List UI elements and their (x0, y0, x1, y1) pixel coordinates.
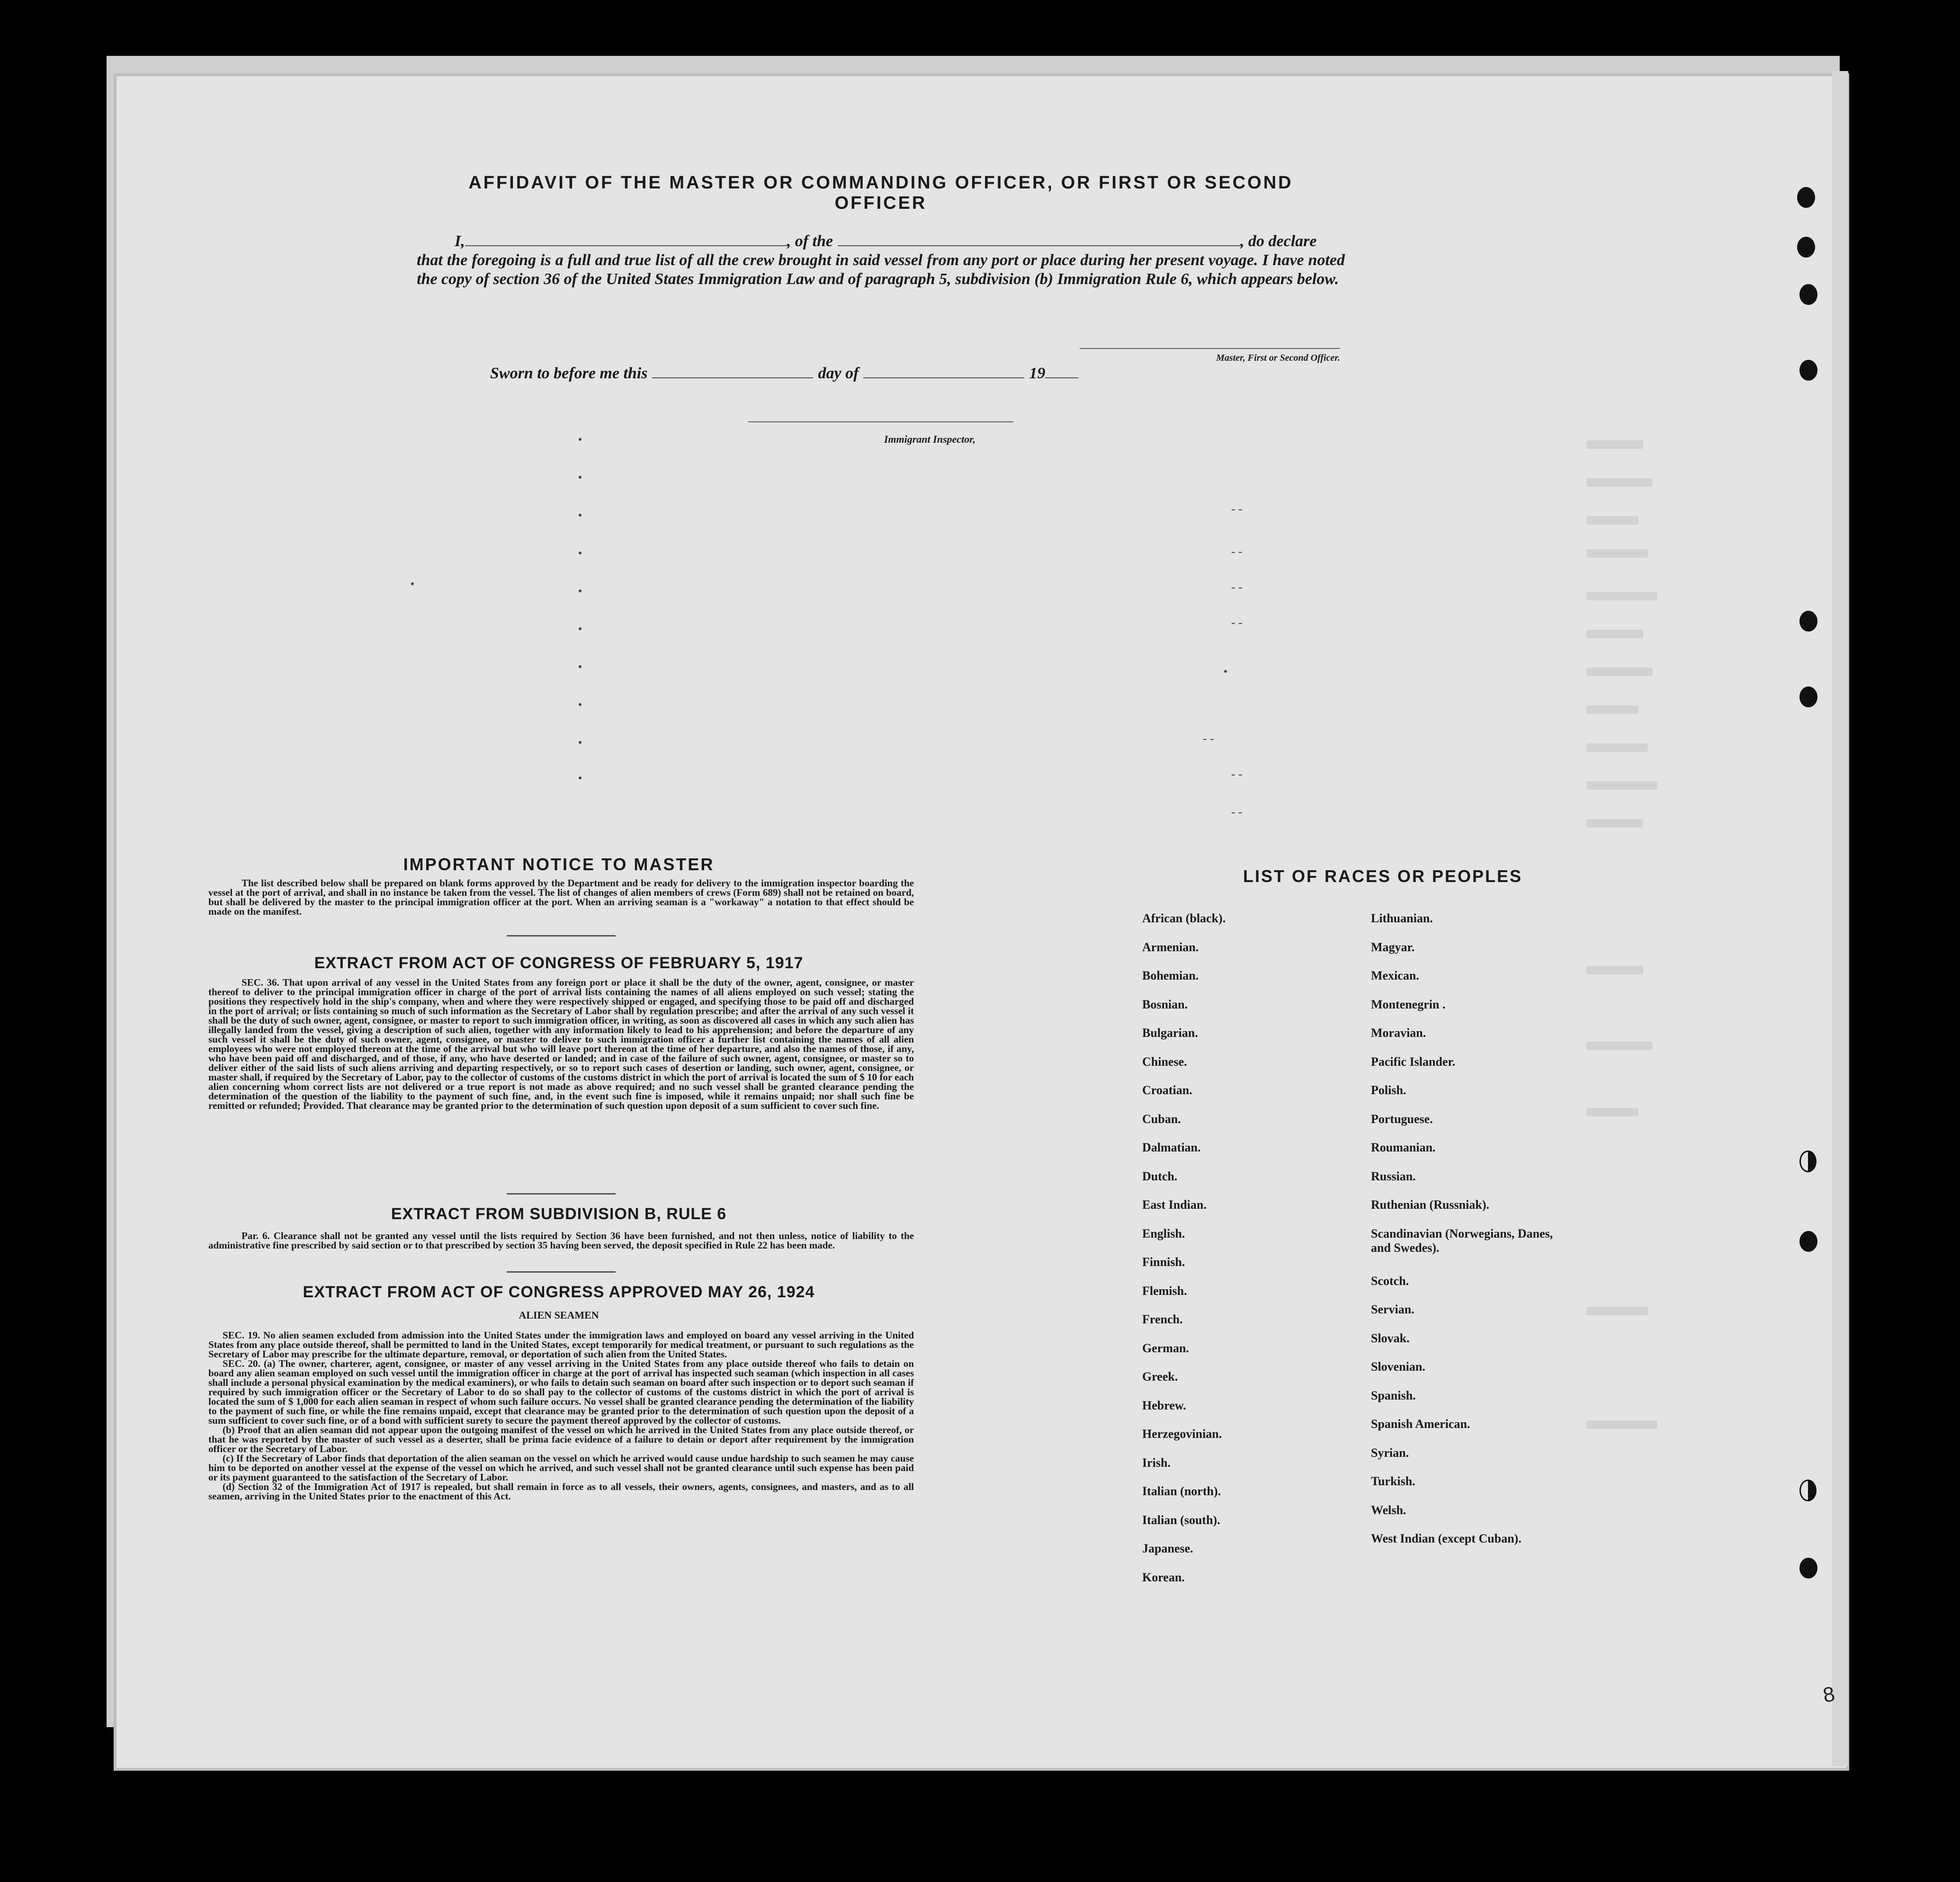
race-item: Bosnian. (1142, 997, 1188, 1011)
bleed-through (1586, 516, 1638, 525)
race-item: Croatian. (1142, 1083, 1192, 1097)
grid-mark: - - (1231, 767, 1243, 781)
affidavit-statement (417, 232, 1345, 289)
section-19-paragraph: SEC. 19. No alien seamen excluded from admission into the United States under the immigration laws and employed on board any vessel arriving in the United States from any place outside thereof, shall be permitted to land in the United States, except temporarily for medical treatment, or pursuant to such regulations as the Secretary of Labor may prescribe for the ultimate departure, removal, or deportation of such alien from the United States. (208, 1329, 914, 1360)
race-item: Russian. (1371, 1169, 1416, 1183)
divider (507, 1193, 616, 1195)
grid-mark (411, 582, 414, 585)
race-item: English. (1142, 1226, 1185, 1240)
master-signature-line[interactable] (1080, 348, 1340, 349)
page-number: 8 (1821, 1682, 1837, 1707)
races-list-right (1371, 911, 1570, 1561)
binder-hole (1799, 611, 1817, 632)
sworn-year-prefix: 19 (1029, 365, 1046, 382)
sworn-month-field[interactable] (863, 365, 1024, 378)
sworn-line (490, 365, 1153, 383)
grid-mark (579, 476, 582, 479)
race-item: Irish. (1142, 1455, 1171, 1470)
affidavit-body: that the foregoing is a full and true list of all the crew brought in said vessel from any port or place during her present voyage. I have noted the copy of section 36 of the United States Immigration Law and of paragraph 5, subdivision (b) Immigration Rule 6, which appears below. (417, 251, 1345, 288)
grid-mark: - - (1231, 805, 1243, 819)
grid-mark (579, 665, 582, 668)
grid-mark (579, 627, 582, 630)
extract-rule6-title: EXTRACT FROM SUBDIVISION B, RULE 6 (391, 1205, 727, 1223)
race-item: Japanese. (1142, 1542, 1193, 1555)
grid-mark: - - (1231, 580, 1243, 594)
binder-hole (1799, 1151, 1817, 1172)
race-item: Spanish. (1371, 1388, 1416, 1402)
bleed-through (1586, 440, 1643, 449)
race-item: Greek. (1142, 1370, 1178, 1383)
race-item: Lithuanian. (1371, 911, 1433, 925)
race-item: French. (1142, 1312, 1183, 1326)
bleed-through (1586, 549, 1648, 558)
affidavit-of-the: , of the (787, 232, 833, 250)
bleed-through (1586, 1108, 1638, 1116)
bleed-through (1586, 966, 1643, 974)
extract-1924-subtitle: ALIEN SEAMEN (519, 1309, 599, 1321)
race-item: Armenian. (1142, 940, 1199, 954)
binder-hole (1799, 1231, 1817, 1252)
binder-hole (1799, 360, 1817, 381)
race-item: Scandinavian (Norwegians, Danes, and Swedes). (1371, 1226, 1553, 1255)
race-item: Cuban. (1142, 1112, 1181, 1126)
binder-hole (1799, 1558, 1817, 1579)
extract-rule6-body: Par. 6. Clearance shall not be granted any vessel until the lists required by Section 36 have been furnished, and not then unless, notice of liability to the administrative fine prescribed by said section or to that prescribed by section 35 having been served, the deposit specified in Rule 22 has been made. (208, 1230, 914, 1251)
bleed-through (1586, 1307, 1648, 1315)
inspector-label: Immigrant Inspector, (884, 433, 976, 445)
grid-mark: - - (1231, 544, 1243, 558)
race-item: Hebrew. (1142, 1398, 1186, 1412)
sworn-day-field[interactable] (652, 365, 813, 378)
section-20b-paragraph: (b) Proof that an alien seaman did not appear upon the outgoing manifest of the vessel on which he arrived in the United States from any place outside thereof, or that he was reported by the master of such vessel as a deserter, shall be prima facie evidence of a failure to detain or deport after requirement by the immigration officer or the Secretary of Labor. (208, 1424, 914, 1454)
grid-mark (579, 514, 582, 517)
race-item: Servian. (1371, 1302, 1414, 1316)
race-item: Bulgarian. (1142, 1026, 1198, 1040)
bleed-through (1586, 478, 1653, 487)
bleed-through (1586, 592, 1657, 600)
race-item: Syrian. (1371, 1445, 1409, 1460)
bleed-through (1586, 668, 1653, 676)
race-item: Finnish. (1142, 1255, 1185, 1269)
grid-mark (579, 589, 582, 592)
race-item: Pacific Islander. (1371, 1054, 1456, 1069)
bleed-through (1586, 705, 1638, 714)
extract-1924-title: EXTRACT FROM ACT OF CONGRESS APPROVED MAY 26, 1924 (303, 1283, 815, 1301)
binder-hole (1799, 1480, 1817, 1501)
sworn-day-of: day of (818, 365, 859, 382)
race-item: Roumanian. (1371, 1141, 1436, 1154)
grid-mark: - - (1231, 615, 1243, 629)
bleed-through (1586, 819, 1643, 828)
grid-mark (1224, 670, 1227, 673)
race-item: Moravian. (1371, 1026, 1426, 1040)
binder-hole (1799, 687, 1817, 707)
notice-title: IMPORTANT NOTICE TO MASTER (403, 855, 715, 874)
race-item: Ruthenian (Russniak). (1371, 1198, 1489, 1212)
race-item: Slovenian. (1371, 1360, 1425, 1374)
binder-hole (1797, 187, 1815, 208)
race-item: Mexican. (1371, 969, 1419, 982)
bleed-through (1586, 743, 1648, 752)
divider (507, 1271, 616, 1273)
notice-body: The list described below shall be prepared on blank forms approved by the Department and be ready for delivery to the immigration inspector boarding the vessel at the port of arrival, and shall in no instance be taken from the vessel. The list of changes of alien members of crews (Form 689) shall not be retained on board, but shall be delivered by the master to the principal immigration officer at the port. When an arriving seaman is a "workaway" a notation to that effect should be made on the manifest. (208, 877, 914, 917)
affidavit-title: AFFIDAVIT OF THE MASTER OR COMMANDING OFFICER, OR FIRST OR SECOND OFFICER (468, 173, 1293, 213)
bleed-through (1586, 781, 1657, 790)
race-item: Chinese. (1142, 1054, 1187, 1069)
race-item: Slovak. (1371, 1331, 1410, 1345)
race-item: Korean. (1142, 1570, 1185, 1584)
sworn-text: Sworn to before me this (490, 365, 648, 382)
bleed-through (1586, 1420, 1657, 1429)
races-title: LIST OF RACES OR PEOPLES (1243, 866, 1523, 886)
divider (507, 935, 616, 937)
sworn-year-field[interactable] (1045, 365, 1078, 378)
grid-mark: - - (1231, 502, 1243, 516)
race-item: Spanish American. (1371, 1417, 1470, 1431)
section-20a-paragraph: SEC. 20. (a) The owner, charterer, agent, consignee, or master of any vessel arriving in the United States from any place outside thereof who fails to detain on board any alien seaman employed on such vessel until the immigration officer in charge at the port of arrival has inspected such seaman (which inspection in all cases shall include a personal physical examination by the medical examiners), or who fails to detain such seaman on board after such inspection or to deport such seaman if required by such immigration officer or the Secretary of Labor to do so shall pay to the collector of customs of the customs district in which the port of arrival is located the sum of $ 1,000 for each alien seaman in respect of whom such failure occurs. No vessel shall be granted clearance pending the determination of the liability to the payment of such fine, or while the fine remains unpaid, except that clearance may be granted prior to the determination of such question upon the deposit of a sum sufficient to cover such fine, or of a bond with sufficient surety to secure the payment thereof approved by the collector of customs. (208, 1358, 914, 1426)
master-signature-label: Master, First or Second Officer. (1216, 353, 1340, 363)
race-item: East Indian. (1142, 1198, 1207, 1212)
section-20c-paragraph: (c) If the Secretary of Labor finds that deportation of the alien seaman on the vessel on which he arrived would cause undue hardship to such seamen he may cause him to be deported on another vessel at the expense of the vessel on which he arrived, and such vessel shall not be granted clearance until such expense has been paid or its payment guaranteed to the satisfaction of the Secretary of Labor. (208, 1453, 914, 1483)
race-item: Bohemian. (1142, 969, 1199, 982)
race-item: Italian (south). (1142, 1513, 1220, 1527)
extract-1917-body: SEC. 36. That upon arrival of any vessel in the United States from any foreign port or place it shall be the duty of the owner, agent, consignee, or master thereof to deliver to the principal immigration officer in charge of the port of arrival lists containing the names of all aliens employed on such vessel; stating the positions they respectively hold in the ship's company, when and where they were respectively shipped or engaged, and specifying those to be paid off and discharged in the port of arrival; or lists containing so much of such information as the Secretary of Labor shall by regulation prescribe; and after the arrival of any such vessel it shall be the duty of such owner, agent, consignee, or master to report to such immigration officer, in writing, as soon as discovered all cases in which any such alien has illegally landed from the vessel, giving a description of such alien, together with any information likely to lead to his apprehension; and before the departure of any such vessel it shall be the duty of such owner, agent, consignee, or master to deliver to such immigration officer a further list containing the names of all alien employees who were not employed thereon at the time of the arrival but who will leave port thereon at the time of her departure, and also the names of those, if any, who have been paid off and discharged, and of those, if any, who have deserted or landed; and in case of the failure of such owner, agent, consignee, or master so to deliver either of the said lists of such aliens arriving and departing respectively, or so to report such cases of desertion or landing, such owner, agent, consignee, or master shall, if required by the Secretary of Labor, pay to the collector of customs of the customs district in which the port of arrival is located the sum of $ 10 for each alien concerning whom correct lists are not delivered or a true report is not made as above required; and no such vessel shall be granted clearance pending the determination of the question of the liability to the payment of such fine, and, in the event such fine is imposed, while it remains unpaid; nor shall such fine be remitted or refunded; Provided. That clearance may be granted prior to the determination of such question upon deposit of a sum sufficient to cover such fine. (208, 977, 914, 1111)
race-item: Scotch. (1371, 1274, 1409, 1288)
race-item: Herzegovinian. (1142, 1427, 1222, 1441)
extract-1924-body (208, 1330, 914, 1501)
affidavit-i: I, (455, 232, 465, 250)
race-item: Montenegrin . (1371, 997, 1446, 1011)
race-item: Magyar. (1371, 940, 1415, 954)
race-item: German. (1142, 1341, 1189, 1355)
race-item: Flemish. (1142, 1284, 1187, 1298)
race-item: African (black). (1142, 911, 1226, 925)
race-item: Polish. (1371, 1083, 1406, 1097)
bleed-through (1586, 630, 1643, 638)
race-item: Dalmatian. (1142, 1141, 1201, 1154)
manifest-page (114, 73, 1849, 1771)
extract-1917-title: EXTRACT FROM ACT OF CONGRESS OF FEBRUARY 5, 1917 (314, 954, 804, 972)
race-item: Welsh. (1371, 1503, 1406, 1517)
race-item: Portuguese. (1371, 1112, 1433, 1126)
grid-mark (579, 776, 582, 779)
binder-hole (1797, 237, 1815, 258)
inspector-signature-line[interactable] (748, 421, 1013, 422)
vessel-field[interactable] (838, 233, 1240, 246)
page-edge (1832, 71, 1848, 1766)
race-item: Italian (north). (1142, 1484, 1221, 1498)
grid-mark (579, 741, 582, 744)
grid-mark (579, 552, 582, 554)
race-item: Dutch. (1142, 1169, 1178, 1183)
section-20d-paragraph: (d) Section 32 of the Immigration Act of 1917 is repealed, but shall remain in force as to all vessels, their owners, agents, consignees, and masters, and as to all seamen, arriving in the United States prior to the enactment of this Act. (208, 1481, 914, 1502)
binder-hole (1799, 284, 1817, 305)
race-item: Turkish. (1371, 1474, 1415, 1488)
grid-mark: - - (1203, 731, 1214, 745)
affidavit-declare: , do declare (1240, 232, 1317, 250)
name-field[interactable] (465, 233, 787, 246)
grid-mark (579, 438, 582, 441)
bleed-through (1586, 1042, 1653, 1050)
grid-mark (579, 703, 582, 706)
race-item: West Indian (except Cuban). (1371, 1532, 1521, 1545)
races-list-left (1142, 911, 1332, 1599)
